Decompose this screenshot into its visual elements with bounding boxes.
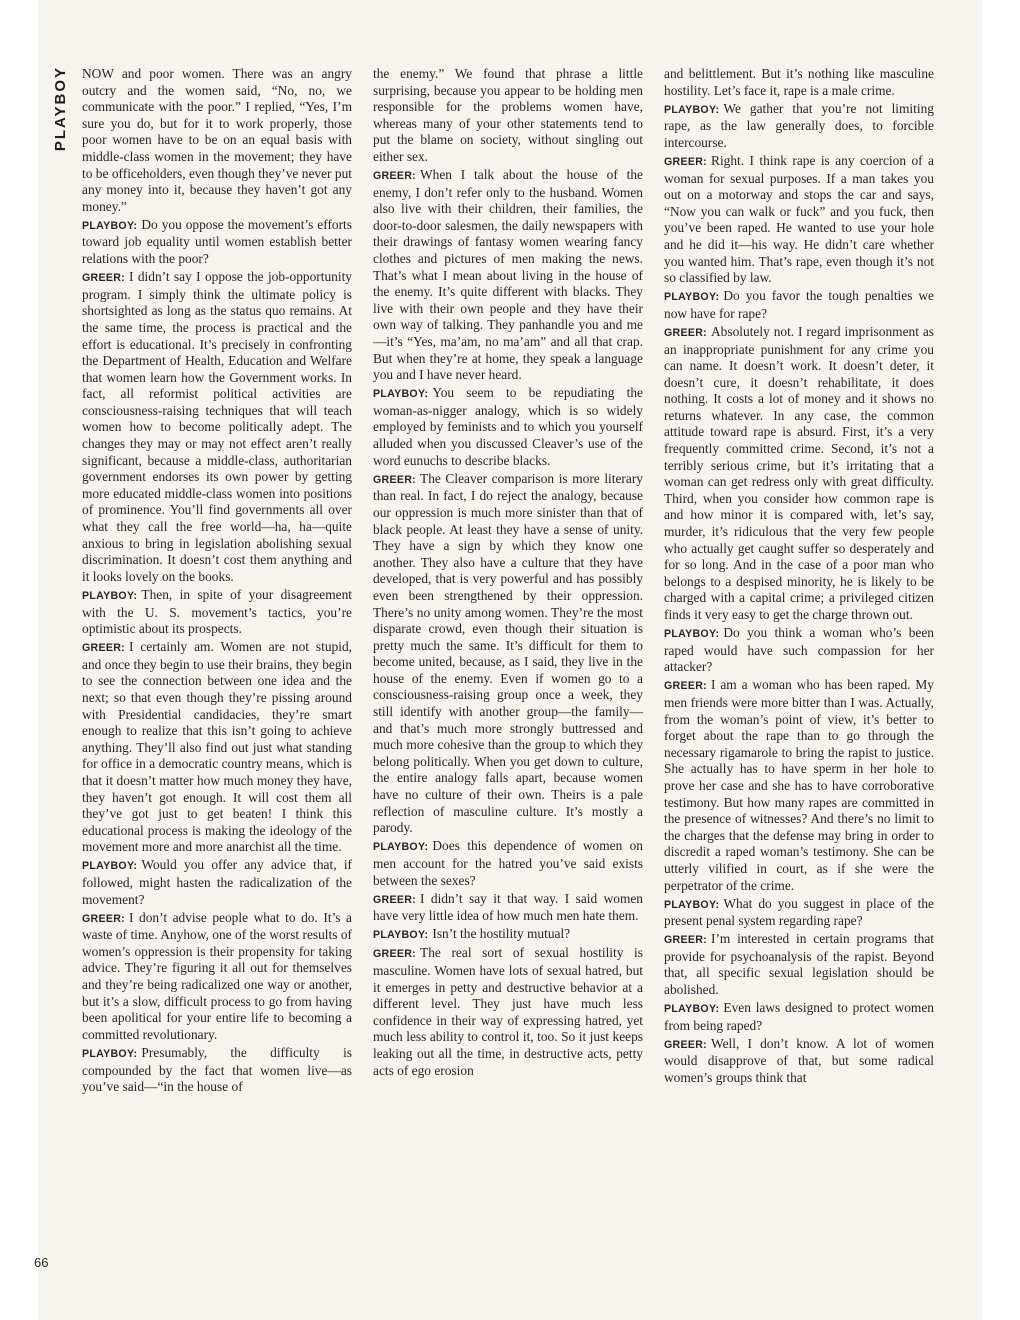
- paragraph-text: The Cleaver comparison is more literary than real. In fact, I do reject the analogy, because our oppression is much more sinister than that of black people. At least they have a sense of unity. They have a sign by which they know one another. They also have a culture that they have developed, that is very powerful and has possibly even been strengthened by their oppression. There’s no unity among women. They’re the most disparate crowd, even though their situation is pretty much the same. It’s difficult for them to become united, because, as I said, they live in the house of the enemy. Even if women go to a consciousness-raising group once a week, they still identify with another group—the family—and that’s much more strongly buttressed and much more cohesive than the group to which they belong politically. When you get down to culture, the entire analogy falls apart, because women have no culture of their own. Theirs is a pale reflection of masculine culture. It’s mostly a parody.: [373, 470, 643, 836]
- speaker-label: PLAYBOY:: [82, 219, 138, 232]
- interview-paragraph: [82, 857, 352, 908]
- paragraph-text: Do you oppose the movement’s efforts toward job equality until women establish better relations with the poor?: [82, 216, 352, 267]
- speaker-label: PLAYBOY:: [664, 1003, 720, 1016]
- paragraph-text: I don’t advise people what to do. It’s a waste of time. Anyhow, one of the worst results of women’s oppression is their propensity for taking advice. They’re figuring it all out for themselves and they’re being radicalized one way or another, but it’s a slow, difficult process to go from having been apolitical for your entire life to becoming a committed revolutionary.: [82, 909, 352, 1042]
- paragraph-text: Well, I don’t know. A lot of women would disapprove of that, but some radical women’s groups think that: [664, 1035, 934, 1086]
- interview-paragraph: [373, 471, 643, 837]
- text-columns: [82, 66, 938, 1298]
- paragraph-text: We gather that you’re not limiting rape, as the law generally does, to forcible intercourse.: [664, 100, 934, 150]
- paragraph-text: Does this dependence of women on men account for the hatred you’ve said exists between the sexes?: [373, 838, 643, 888]
- paragraph-text: Absolutely not. I regard imprisonment as an inappropriate punishment for any crime you can name. It doesn’t work. It doesn’t deter, it doesn’t cure, it doesn’t rehabilitate, it does nothing. It costs a lot of money and it shows no returns whatever. In any case, the common attitude toward rape is absurd. First, it’s a very frequently committed crime. Second, it’s not a terribly serious crime, but it’s irritating that a woman can get redress only with great difficulty. Third, when you consider how common rape is and how minor it is compared with, let’s say, murder, it’s ridiculous that the very few people who actually get caught suffer so desperately and for so long. And in the case of a poor man who belongs to a despised minority, he is likely to be charged with a capital crime; a privileged citizen finds it very easy to get the charge thrown out.: [664, 323, 934, 622]
- speaker-label: GREER:: [82, 912, 126, 925]
- paragraph-text: Even laws designed to protect women from being raped?: [664, 1000, 934, 1033]
- interview-paragraph: [373, 385, 643, 469]
- speaker-label: PLAYBOY:: [82, 860, 138, 873]
- interview-paragraph: [82, 1045, 352, 1096]
- paragraph-text: Right. I think rape is any coercion of a woman for sexual purposes. If a man takes you out on a motorway and stops the car and says, “Now you can walk or fuck” and you fuck, then you’ve been raped. He wanted to use your hole and he did it—his way. He didn’t care whether you wanted him. That’s rape, even though it’s not so classified by law.: [664, 152, 934, 286]
- speaker-label: PLAYBOY:: [373, 388, 429, 401]
- interview-paragraph: [82, 587, 352, 638]
- paragraph-text: Do you think a woman who’s been raped would have such compassion for her attacker?: [664, 625, 934, 675]
- magazine-page: [34, 0, 982, 1320]
- paragraph-text: When I talk about the house of the enemy, I don’t refer only to the husband. Women also live with their children, their families, the door-to-door salesmen, the daily newspapers with their drawings of fantasy women wearing fancy clothes and pictures of men making the news. That’s what I mean about living in the house of the enemy. It’s quite different with blacks. They live with their own people and they have their own way of talking. They panhandle you and me—it’s “Yes, ma’am, no ma’am” and all that crap. But when they’re at home, they speak a language you and I have never heard.: [373, 167, 643, 383]
- interview-paragraph: [664, 324, 934, 624]
- speaker-label: GREER:: [373, 170, 417, 183]
- speaker-label: PLAYBOY:: [373, 841, 429, 854]
- interview-paragraph: [373, 66, 643, 166]
- paragraph-text: NOW and poor women. There was an angry outcry and the women said, “No, no, we communicate with the poor.” I replied, “Yes, I’m sure you do, but for it to work properly, those poor women have to be on an equal basis with middle-class women in the movement; they have to be officeholders, even though they’ve never put any money into it, because they haven’t got any money.”: [82, 66, 352, 214]
- vertical-masthead: PLAYBOY: [52, 66, 69, 152]
- speaker-label: PLAYBOY:: [373, 929, 429, 942]
- page-number: 66: [34, 1255, 49, 1270]
- interview-paragraph: [82, 910, 352, 1044]
- speaker-label: PLAYBOY:: [664, 628, 720, 641]
- interview-paragraph: [82, 217, 352, 268]
- paragraph-text: Do you favor the tough penalties we now have for rape?: [664, 288, 934, 321]
- interview-paragraph: [373, 167, 643, 384]
- interview-paragraph: [664, 896, 934, 930]
- paragraph-text: the enemy.” We found that phrase a little surprising, because you appear to be holding men responsible for the problems women have, whereas many of your other statements tend to put the blame on society, without singling out either sex.: [373, 66, 643, 164]
- interview-paragraph: [664, 66, 934, 99]
- interview-paragraph: [664, 677, 934, 894]
- paragraph-text: You seem to be repudiating the woman-as-nigger analogy, which is so widely employed by feminists and to which you yourself alluded when you discussed Cleaver’s use of the word eunuchs to describe blacks.: [373, 385, 643, 468]
- speaker-label: PLAYBOY:: [664, 291, 720, 304]
- interview-paragraph: [373, 838, 643, 889]
- speaker-label: GREER:: [664, 680, 708, 693]
- speaker-label: PLAYBOY:: [664, 103, 720, 116]
- interview-paragraph: [664, 1000, 934, 1034]
- paragraph-text: and belittlement. But it’s nothing like masculine hostility. Let’s face it, rape is a male crime.: [664, 66, 934, 98]
- paragraph-text: Isn’t the hostility mutual?: [432, 926, 571, 942]
- speaker-label: GREER:: [664, 934, 708, 947]
- speaker-label: GREER:: [373, 893, 417, 906]
- interview-paragraph: [664, 101, 934, 152]
- interview-paragraph: [664, 1036, 934, 1087]
- speaker-label: GREER:: [664, 155, 708, 168]
- speaker-label: GREER:: [664, 326, 708, 339]
- interview-paragraph: [82, 639, 352, 856]
- paragraph-text: I didn’t say it that way. I said women have very little idea of how much men hate them.: [373, 890, 643, 924]
- speaker-label: GREER:: [373, 948, 417, 961]
- speaker-label: PLAYBOY:: [82, 589, 138, 602]
- paragraph-text: Would you offer any advice that, if followed, might hasten the radicalization of the movement?: [82, 857, 352, 907]
- interview-paragraph: [664, 625, 934, 676]
- paragraph-text: I am a woman who has been raped. My men friends were more bitter than I was. Actually, from the woman’s point of view, it’s better to forget about the rape than to go through the necessary rigamarole to bring the rapist to justice. She actually has to have sperm in her hole to prove her case and she has to have corroborative testimony. But how many rapes are committed in the presence of witnesses? And there’s no limit to the charges that the defense may bring in order to discredit a raped woman’s testimony. She can be utterly vilified in court, as if she were the perpetrator of the crime.: [664, 677, 934, 893]
- column-1: [82, 66, 352, 1298]
- paragraph-text: What do you suggest in place of the present penal system regarding rape?: [664, 895, 934, 929]
- speaker-label: GREER:: [82, 642, 126, 655]
- speaker-label: PLAYBOY:: [82, 1047, 138, 1060]
- column-3: [664, 66, 934, 1298]
- interview-paragraph: [373, 926, 643, 944]
- speaker-label: PLAYBOY:: [664, 898, 720, 911]
- column-2: [373, 66, 643, 1298]
- speaker-label: GREER:: [664, 1038, 708, 1051]
- paragraph-text: I certainly am. Women are not stupid, and once they begin to use their brains, they begin to see the connection between one idea and the next; so that even though they’re pissing around with Presidential candidacies, they’re smart enough to realize that this isn’t going to achieve anything. They’ll also find out just what standing for office in a democratic country means, which is that it doesn’t matter how much money they have, they haven’t got enough. It will cost them all they’ve got just to get beaten! I think this educational process is making the ideology of the movement more and more anarchist all the time.: [82, 639, 352, 855]
- paragraph-text: I’m interested in certain programs that provide for psychoanalysis of the rapist. Beyond that, all specific sexual legislation should be abolished.: [664, 931, 934, 998]
- speaker-label: GREER:: [82, 272, 126, 285]
- speaker-label: GREER:: [373, 473, 417, 486]
- interview-paragraph: [82, 66, 352, 215]
- interview-paragraph: [373, 891, 643, 925]
- paragraph-text: Presumably, the difficulty is compounded by the fact that women live—as you’ve said—“in the house of: [82, 1044, 352, 1095]
- interview-paragraph: [664, 153, 934, 287]
- paragraph-text: Then, in spite of your disagreement with the U. S. movement’s tactics, you’re optimistic about its prospects.: [82, 586, 352, 637]
- interview-paragraph: [664, 288, 934, 322]
- paragraph-text: I didn’t say I oppose the job-opportunity program. I simply think the ultimate policy is shortsighted as long as the status quo remains. At the same time, the process is practical and the effort is educational. It’s precisely in confronting the Department of Health, Education and Welfare that women learn how the Government works. In fact, all reformist political activities are consciousness-raising techniques that will teach women how to become politically adept. The changes they may or may not effect aren’t really significant, because a middle-class, authoritarian government endorses its own power by getting more educated middle-class women into positions of prominence. You’ll find governments all over what they call the free world—ha, ha—quite anxious to bring in legislation abolishing sexual discrimination. It doesn’t cost them anything and it looks lovely on the books.: [82, 269, 352, 584]
- paragraph-text: The real sort of sexual hostility is masculine. Women have lots of sexual hatred, but it emerges in petty and destructive behavior at a different level. They just have much less confidence in their way of expressing hatred, yet much less ability to control it, too. So it just keeps leaking out all the time, in destructive acts, petty acts of ego erosion: [373, 945, 643, 1078]
- interview-paragraph: [664, 931, 934, 998]
- interview-paragraph: [82, 269, 352, 585]
- interview-paragraph: [373, 945, 643, 1079]
